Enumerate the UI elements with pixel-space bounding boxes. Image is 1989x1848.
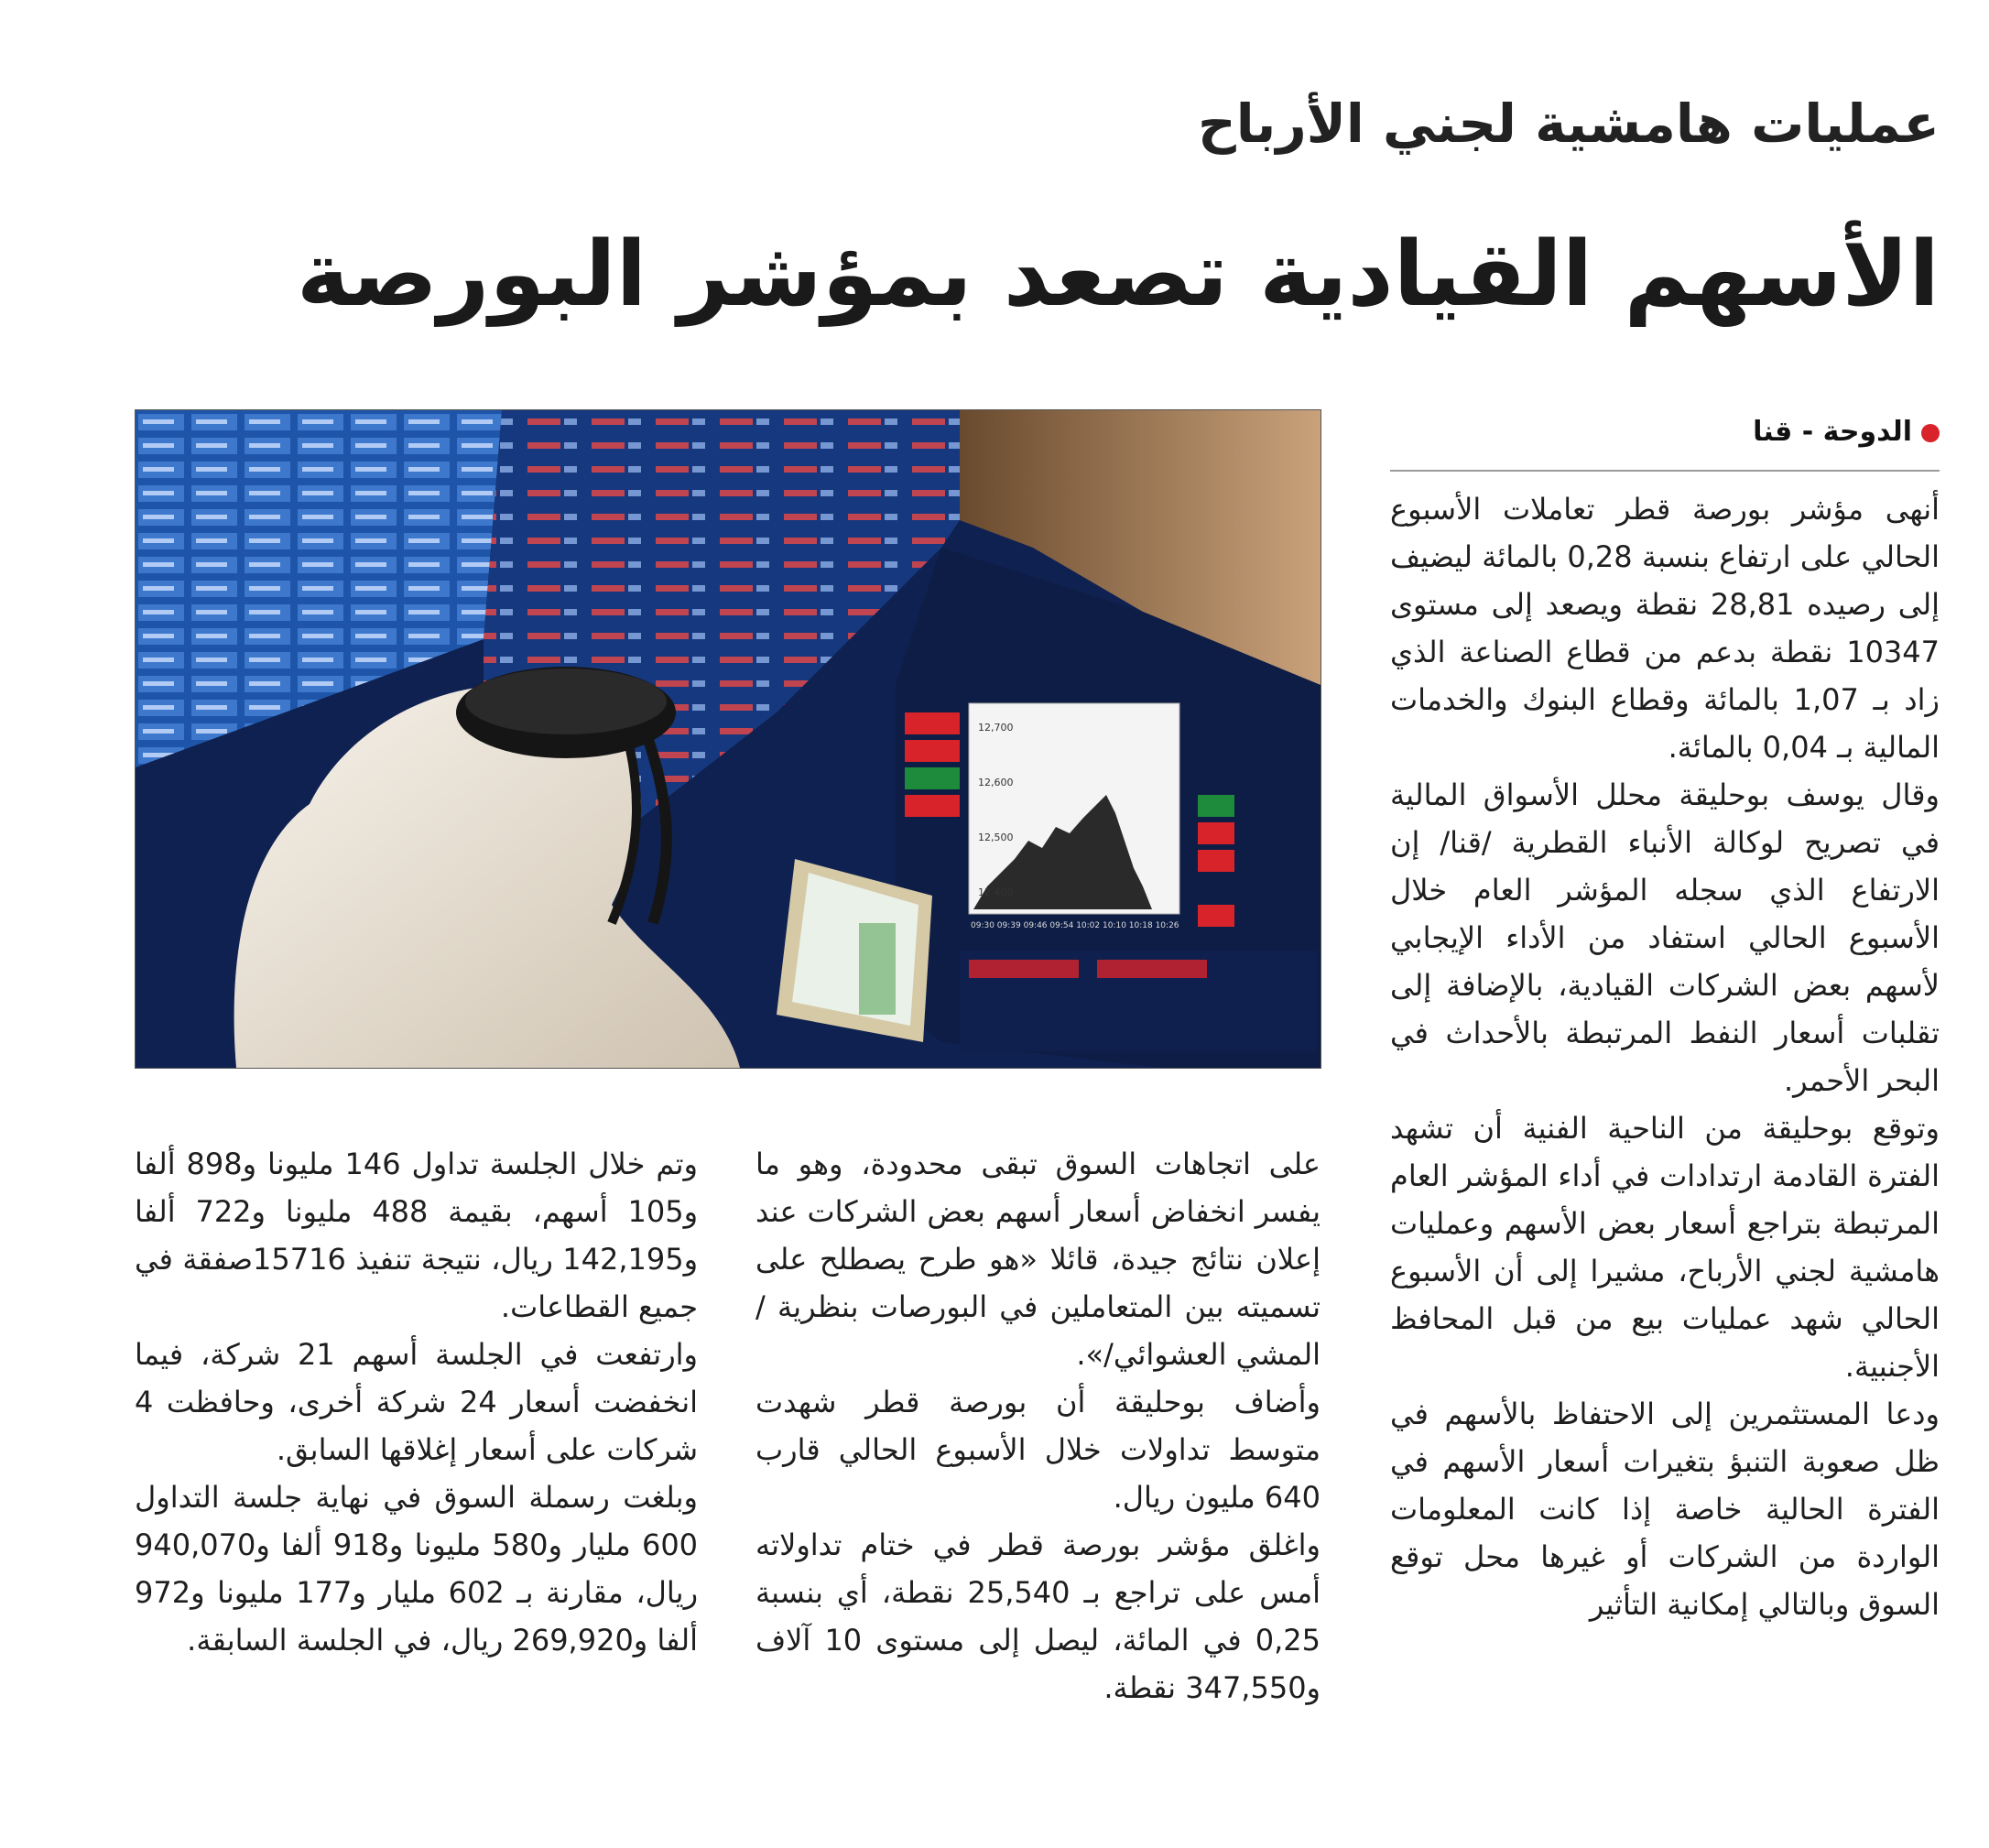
- paragraph: وأضاف بوحليقة أن بورصة قطر شهدت متوسط تداولات خلال الأسبوع الحالي قارب 640 مليون ريال.: [755, 1385, 1321, 1515]
- dateline-text: الدوحة - قنا: [1753, 416, 1912, 448]
- paragraph: وبلغت رسملة السوق في نهاية جلسة التداول 600 مليار و580 مليونا و918 ألفا و940,070 ريال، مقارنة بـ 602 مليار و177 مليونا و972 ألفا و269,920 ريال، في الجلسة السابقة.: [135, 1480, 699, 1658]
- paragraph: وقال يوسف بوحليقة محلل الأسواق المالية في تصريح لوكالة الأنباء القطرية /قنا/ إن الارتفاع الذي سجله المؤشر العام خلال الأسبوع الحالي استفاد من الأداء الإيجابي لأسهم بعض الشركات القيادية، بالإضافة إلى تقلبات أسعار النفط المرتبطة بالأحداث في البحر الأحمر.: [1390, 777, 1940, 1098]
- article-column-middle: [755, 1140, 1321, 1712]
- dateline-divider: [1390, 470, 1940, 472]
- chart-time-labels: 09:30 09:39 09:46 09:54 10:02 10:10 10:18 10:26: [971, 921, 1179, 930]
- article-headline: الأسهم القيادية تصعد بمؤشر البورصة: [296, 223, 1940, 327]
- article-kicker: عمليات هامشية لجني الأرباح: [1197, 92, 1940, 155]
- paragraph: على اتجاهات السوق تبقى محدودة، وهو ما يفسر انخفاض أسعار أسهم بعض الشركات عند إعلان نتائج جيدة، قائلا «هو طرح يصطلح على تسميته بين المتعاملين في البورصات بنظرية /المشي العشوائي/».: [755, 1147, 1321, 1372]
- paragraph: ودعا المستثمرين إلى الاحتفاظ بالأسهم في ظل صعوبة التنبؤ بتغيرات أسعار الأسهم في الفترة الحالية خاصة إذا كانت المعلومات الواردة من الشركات أو غيرها محل توقع السوق وبالتالي إمكانية التأثير: [1390, 1397, 1940, 1622]
- paragraph: أنهى مؤشر بورصة قطر تعاملات الأسبوع الحالي على ارتفاع بنسبة 0,28 بالمائة ليضيف إلى رصيده 28,81 نقطة ويصعد إلى مستوى 10347 نقطة بدعم من قطاع الصناعة الذي زاد بـ 1,07 بالمائة وقطاع البنوك والخدمات المالية بـ 0,04 بالمائة.: [1390, 492, 1940, 765]
- paragraph: واغلق مؤشر بورصة قطر في ختام تداولاته أمس على تراجع بـ 25,540 نقطة، أي بنسبة 0,25 في المائة، ليصل إلى مستوى 10 آلاف و347,550 نقطة.: [755, 1527, 1321, 1705]
- chart-axis-label-2: 12,500: [978, 832, 1014, 843]
- paragraph: وتوقع بوحليقة من الناحية الفنية أن تشهد الفترة القادمة ارتدادات في أداء المؤشر العام المرتبطة بتراجع أسعار بعض الأسهم وعمليات هامشية لجني الأرباح، مشيرا إلى أن الأسبوع الحالي شهد عمليات بيع من قبل المحافظ الأجنبية.: [1390, 1111, 1940, 1384]
- dateline: [1390, 412, 1940, 452]
- paragraph: وتم خلال الجلسة تداول 146 مليونا و898 ألفا و105 أسهم، بقيمة 488 مليونا و722 ألفا و142,195 ريال، نتيجة تنفيذ 15716صفقة في جميع القطاعات.: [135, 1147, 699, 1324]
- article-column-left: [135, 1140, 698, 1664]
- chart-axis-label-3: 12,400: [978, 886, 1014, 898]
- photo-illustration: [136, 410, 1321, 1068]
- chart-axis-label-0: 12,700: [978, 722, 1014, 734]
- stock-exchange-photo: [135, 409, 1321, 1069]
- article-column-right: [1390, 485, 1940, 1628]
- bullet-dot-icon: [1921, 424, 1940, 442]
- chart-axis-label-1: 12,600: [978, 777, 1014, 788]
- paragraph: وارتفعت في الجلسة أسهم 21 شركة، فيما انخفضت أسعار 24 شركة أخرى، وحافظت 4 شركات على أسعار إغلاقها السابق.: [135, 1337, 699, 1467]
